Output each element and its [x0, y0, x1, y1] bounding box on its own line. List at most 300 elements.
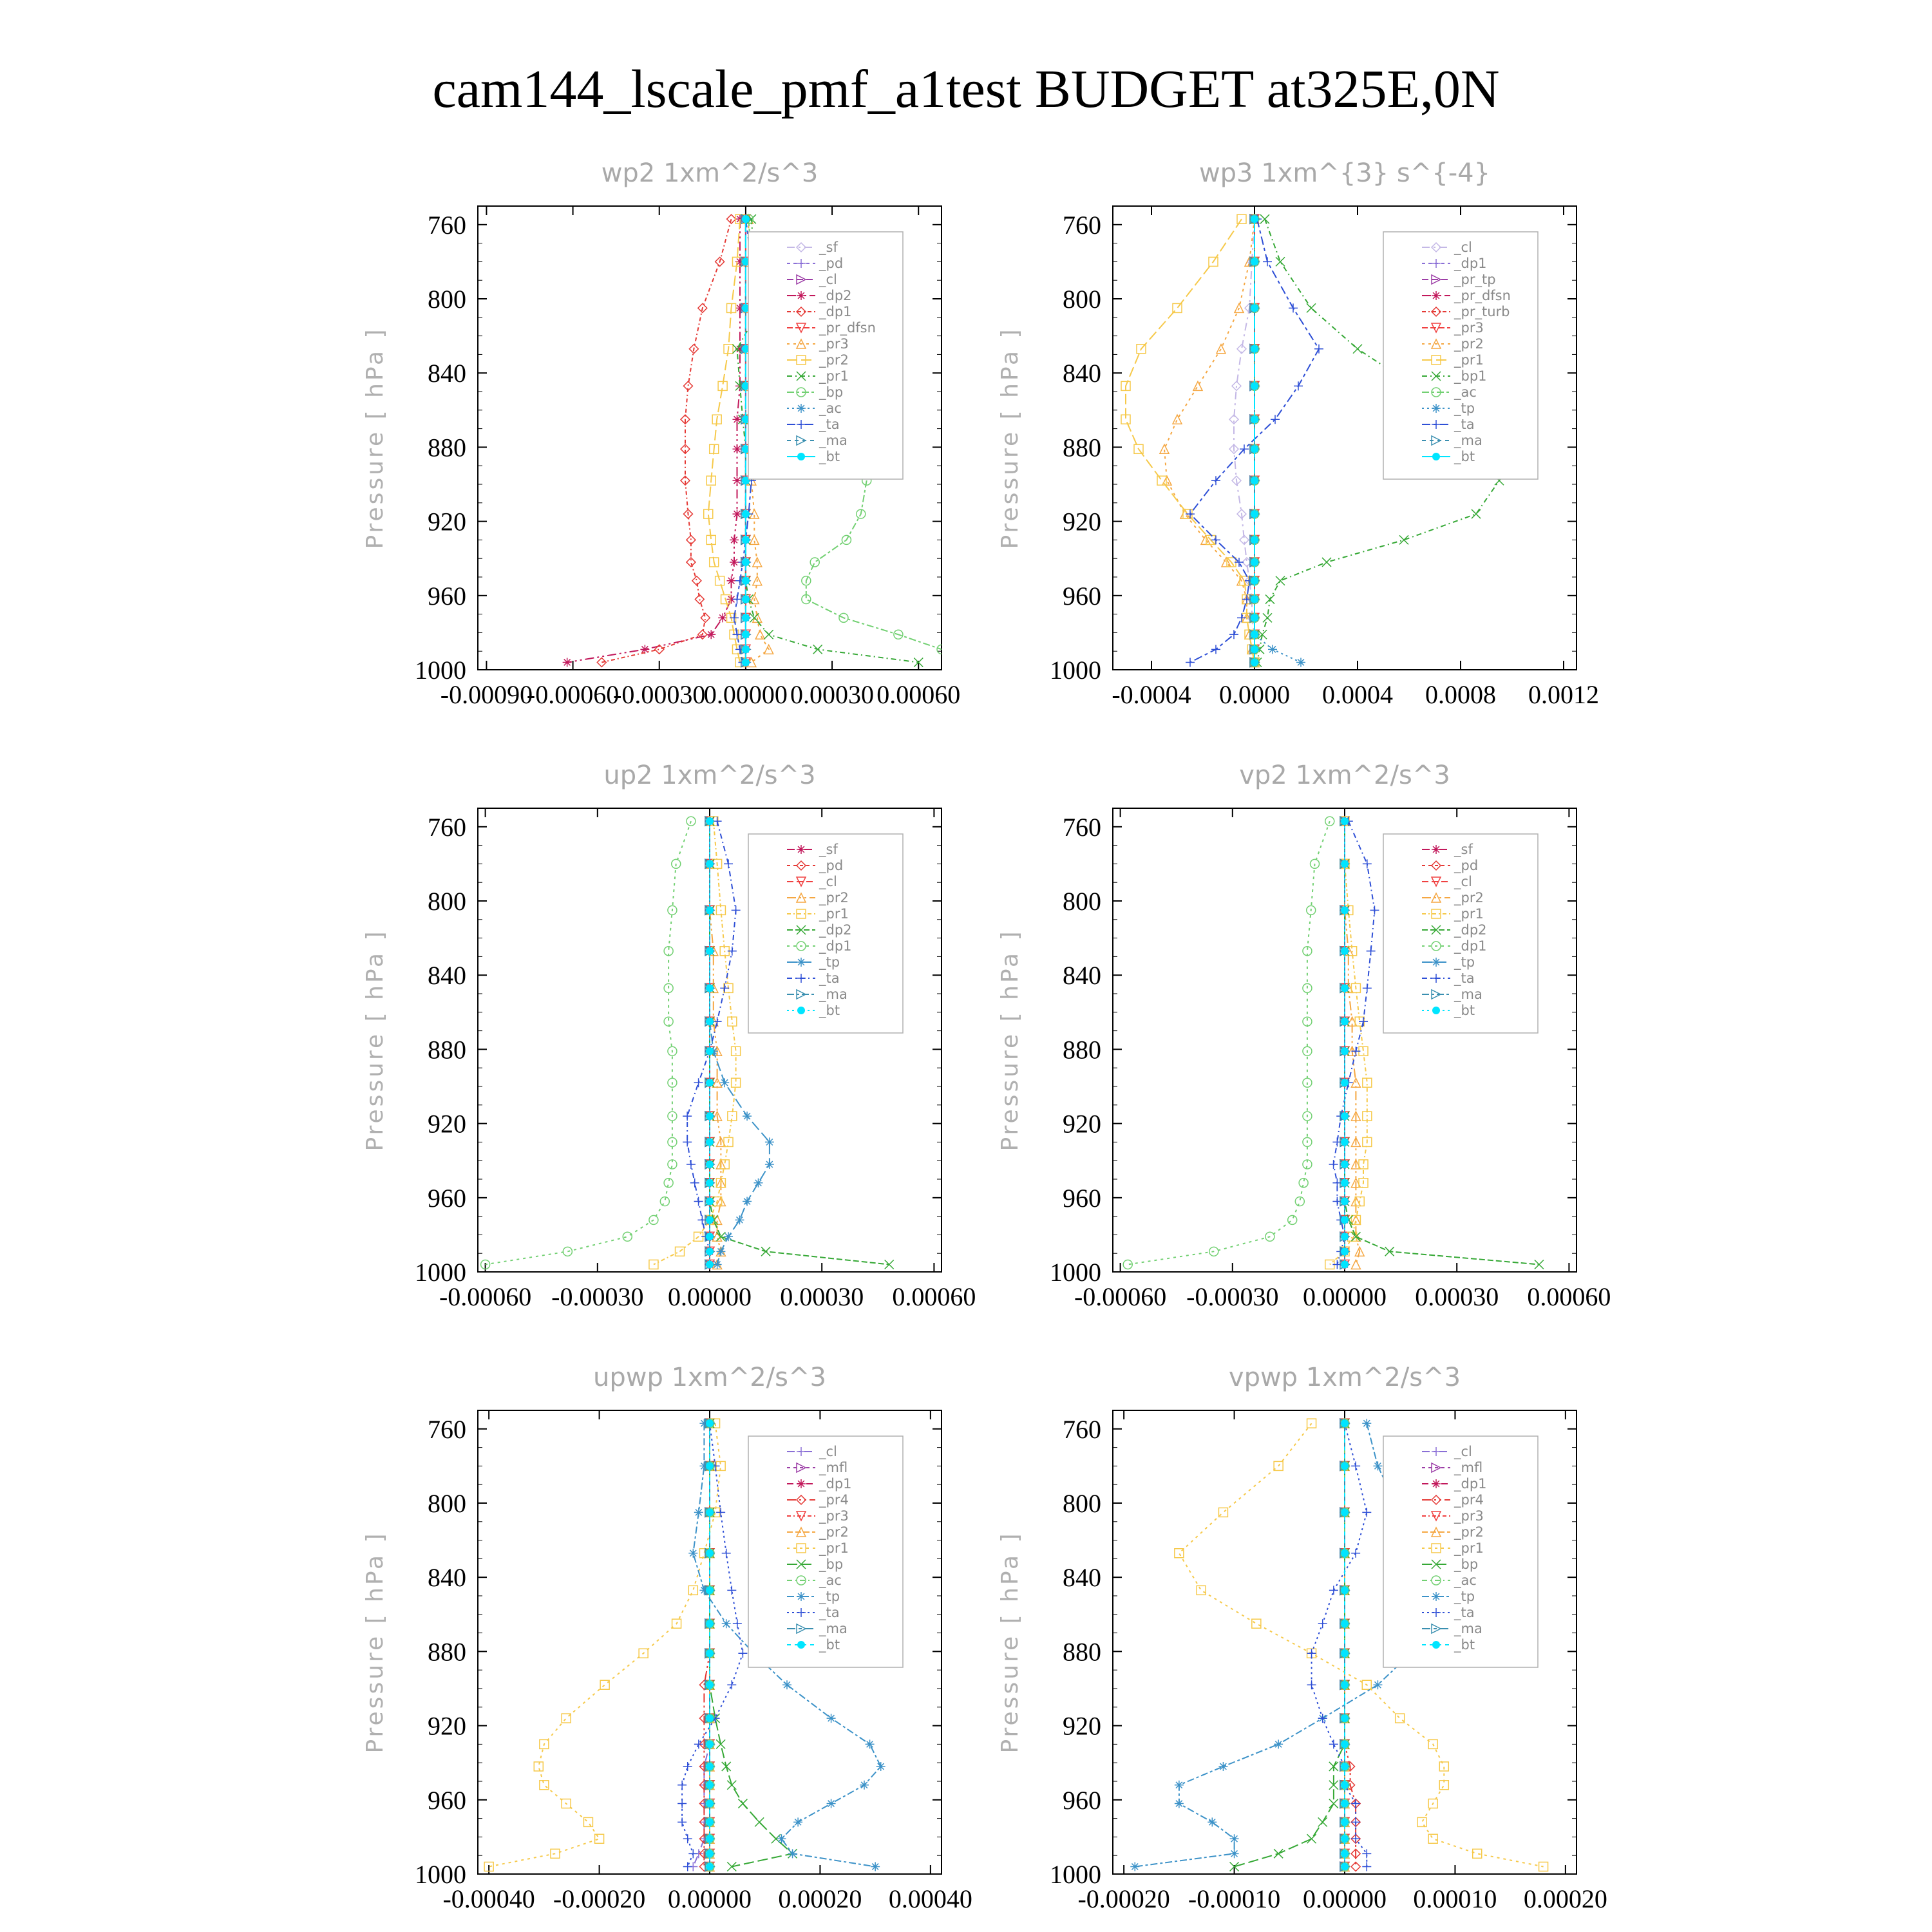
data-point-tp	[788, 1849, 797, 1858]
data-point-ta	[677, 1799, 687, 1808]
data-point-bt	[1251, 345, 1258, 353]
legend-label: _pr_dfsn	[1454, 288, 1511, 303]
panel-title: wp3 1xm^{3} s^{-4}	[1198, 158, 1491, 188]
x-tick-label: 0.00000	[668, 1884, 752, 1913]
legend-label: _pr_dfsn	[819, 320, 876, 336]
legend-label: _pr1	[819, 1540, 849, 1556]
legend-label: _dp2	[1454, 922, 1487, 938]
data-point-tp	[694, 1508, 703, 1517]
data-point-pr1	[688, 1586, 697, 1595]
data-point-tp	[782, 1680, 791, 1689]
data-point-bt	[1341, 1047, 1349, 1055]
data-point-bt	[1341, 1160, 1349, 1168]
data-point-tp	[876, 1762, 886, 1771]
data-point-dp1	[623, 1232, 632, 1241]
legend-label: _pr1	[1454, 352, 1484, 368]
data-point-tp	[871, 1862, 880, 1871]
legend-label: _pr2	[819, 1524, 849, 1540]
y-tick-label: 880	[428, 1035, 466, 1065]
data-point-ta	[683, 1137, 692, 1146]
data-point-dp1	[687, 558, 696, 567]
data-point-bt	[706, 1714, 714, 1722]
x-tick-label: 0.0012	[1528, 680, 1599, 709]
data-point-ta	[683, 1762, 692, 1771]
data-point-tp	[1130, 1862, 1139, 1871]
data-point-ta	[1307, 1649, 1316, 1658]
data-point-tp	[793, 1817, 802, 1826]
data-point-bt	[1341, 1260, 1349, 1268]
legend-label: _pr4	[819, 1492, 849, 1508]
data-point-bp	[722, 1762, 731, 1771]
data-point-bt	[706, 1112, 714, 1120]
legend-label: _ac	[819, 1573, 842, 1588]
x-tick-label: 0.0000	[1219, 680, 1290, 709]
data-point-bt	[742, 215, 750, 223]
x-tick-label: 0.00040	[888, 1884, 972, 1913]
data-point-bp1	[1399, 535, 1408, 544]
data-point-ta	[1351, 1834, 1360, 1843]
data-point-tp	[1362, 1419, 1371, 1428]
data-point-ta	[1329, 1586, 1338, 1595]
data-point-bp	[1318, 1817, 1327, 1826]
legend-label: _pr3	[1454, 1508, 1484, 1524]
data-point-bt	[1341, 1198, 1349, 1206]
legend-label: _bt	[1454, 1003, 1475, 1018]
legend-label: _ta	[819, 971, 840, 986]
data-point-ta	[733, 1619, 742, 1628]
x-tick-label: 0.00020	[1523, 1884, 1607, 1913]
data-point-ta	[1351, 1817, 1360, 1826]
data-point-ta	[732, 905, 741, 914]
legend-label: _dp1	[819, 1476, 852, 1492]
data-point-bt	[706, 1740, 714, 1748]
series-line-tp	[1255, 219, 1301, 662]
x-tick-label: 0.00020	[778, 1884, 862, 1913]
data-point-dp1	[687, 817, 696, 826]
y-tick-label: 840	[1063, 1563, 1101, 1593]
data-point-bt	[1251, 645, 1258, 653]
legend-label: _dp1	[819, 938, 852, 954]
y-tick-label: 920	[1063, 1109, 1101, 1139]
legend-label: _ma	[1454, 433, 1482, 448]
legend-label: _pd	[1454, 858, 1479, 873]
data-point-bt	[1341, 1681, 1349, 1689]
data-point-pr1	[1439, 1762, 1448, 1771]
data-point-bt	[706, 1835, 714, 1842]
legend-label: _bp	[1454, 1557, 1479, 1572]
y-tick-label: 960	[1063, 1183, 1101, 1213]
data-point-bt	[1251, 510, 1258, 518]
panel-title: up2 1xm^2/s^3	[603, 761, 816, 790]
data-point-bt	[706, 1247, 714, 1255]
data-point-ta	[1363, 859, 1372, 868]
data-point-dp2	[563, 658, 572, 667]
legend-label: _ta	[1454, 971, 1475, 986]
data-point-bp1	[1472, 509, 1481, 518]
data-point-ta	[690, 1179, 699, 1188]
data-point-tp	[1296, 658, 1305, 667]
legend-marker	[1432, 958, 1441, 967]
data-point-pr1	[1428, 1834, 1437, 1843]
data-point-bt	[1341, 1079, 1349, 1086]
y-tick-label: 800	[428, 887, 466, 916]
y-tick-label: 1000	[415, 656, 466, 685]
y-axis-label: Pressure [ hPa ]	[362, 929, 388, 1151]
legend-label: _ma	[819, 987, 848, 1002]
legend-label: _ma	[819, 1621, 848, 1636]
legend-label: _dp1	[1454, 938, 1487, 954]
data-point-ta	[677, 1781, 687, 1790]
y-tick-label: 800	[1063, 887, 1101, 916]
y-tick-label: 960	[428, 581, 466, 611]
y-tick-label: 840	[1063, 961, 1101, 990]
legend-label: _tp	[1454, 1589, 1475, 1604]
data-point-tp	[743, 1197, 752, 1206]
data-point-bt	[706, 1818, 714, 1826]
y-tick-label: 840	[428, 359, 466, 388]
legend-label: _mfl	[819, 1460, 848, 1475]
data-point-bt	[1341, 1850, 1349, 1857]
legend-marker	[1432, 1007, 1440, 1014]
legend-marker	[797, 1592, 806, 1601]
data-point-tp	[1175, 1781, 1184, 1790]
data-point-ta	[1363, 983, 1372, 992]
legend-label: _pr3	[1454, 320, 1484, 336]
legend-label: _dp2	[819, 922, 852, 938]
legend-label: _cl	[1454, 1444, 1472, 1459]
legend-label: _pr4	[1454, 1492, 1484, 1508]
data-point-bt	[1341, 1586, 1349, 1594]
legend-label: _ta	[1454, 1605, 1475, 1620]
y-tick-label: 920	[428, 1711, 466, 1741]
legend-label: _ma	[1454, 1621, 1482, 1636]
data-point-ta	[1329, 1739, 1338, 1748]
data-point-bt	[1341, 906, 1349, 914]
legend-label: _pr1	[819, 368, 849, 384]
panel-2	[362, 761, 976, 1311]
legend-label: _pr2	[1454, 336, 1484, 352]
legend-label: _cl	[819, 272, 837, 287]
data-point-bt	[706, 1419, 714, 1427]
series-line-pr2	[708, 219, 740, 662]
legend-marker	[797, 845, 806, 854]
y-tick-label: 1000	[1050, 656, 1101, 685]
data-point-pr2	[1217, 345, 1226, 354]
data-point-bt	[706, 1781, 714, 1789]
data-point-ta	[687, 1160, 696, 1169]
x-tick-label: 0.00060	[892, 1282, 976, 1311]
x-tick-label: 0.00000	[1303, 1282, 1387, 1311]
y-tick-label: 960	[428, 1183, 466, 1213]
legend-marker	[797, 1641, 805, 1649]
data-point-bp1	[1353, 345, 1362, 354]
data-point-dp2	[730, 558, 739, 567]
data-point-bt	[706, 1850, 714, 1857]
data-point-dp2	[706, 630, 715, 639]
y-tick-label: 760	[428, 210, 466, 240]
data-point-tp	[860, 1781, 869, 1790]
x-tick-label: 0.00000	[703, 680, 788, 709]
legend-marker	[1432, 845, 1441, 854]
data-point-bt	[1251, 258, 1258, 265]
y-tick-label: 960	[1063, 1785, 1101, 1815]
data-point-ta	[1351, 1461, 1360, 1470]
y-tick-label: 880	[1063, 1035, 1101, 1065]
data-point-pr1	[813, 645, 822, 654]
data-point-ta	[722, 1549, 731, 1558]
data-point-bt	[1341, 1179, 1349, 1187]
x-tick-label: 0.0004	[1322, 680, 1393, 709]
data-point-tp	[1218, 1762, 1227, 1771]
data-point-bt	[706, 1138, 714, 1146]
legend-label: _tp	[819, 1589, 840, 1604]
data-point-ta	[677, 1817, 687, 1826]
data-point-tp	[1373, 1461, 1382, 1470]
y-tick-label: 1000	[415, 1258, 466, 1287]
y-tick-label: 760	[1063, 210, 1101, 240]
data-point-tp	[720, 1078, 729, 1087]
legend-label: _ac	[819, 401, 842, 416]
legend-label: _cl	[819, 874, 837, 889]
data-point-ta	[1329, 1160, 1338, 1169]
x-tick-label: 0.00030	[790, 680, 875, 709]
data-point-bt	[1341, 947, 1349, 955]
panel-title: wp2 1xm^2/s^3	[601, 158, 819, 188]
legend-label: _tp	[819, 954, 840, 970]
y-tick-label: 880	[428, 433, 466, 462]
data-point-dp2	[727, 576, 736, 585]
y-tick-label: 760	[1063, 1414, 1101, 1444]
data-point-ta	[1362, 1508, 1371, 1517]
data-point-bt	[1251, 304, 1258, 312]
data-point-bt	[1341, 1508, 1349, 1516]
x-tick-label: 0.00010	[1413, 1884, 1497, 1913]
data-point-bt	[706, 1233, 714, 1240]
data-point-ta	[1271, 415, 1280, 424]
data-point-ta	[1211, 645, 1220, 654]
data-point-bt	[742, 614, 750, 621]
y-tick-label: 920	[428, 507, 466, 536]
data-point-bt	[742, 510, 750, 518]
data-point-ta	[683, 1862, 692, 1871]
y-axis-label: Pressure [ hPa ]	[362, 1531, 388, 1754]
y-tick-label: 760	[1063, 812, 1101, 842]
x-tick-label: 0.00030	[1415, 1282, 1499, 1311]
data-point-ta	[683, 1112, 692, 1121]
legend-label: _sf	[819, 240, 838, 255]
data-point-tp	[724, 1232, 733, 1241]
legend-label: _bt	[1454, 1637, 1475, 1653]
data-point-dp1	[1325, 817, 1334, 826]
data-point-bp	[810, 558, 819, 567]
data-point-bt	[1341, 1112, 1349, 1120]
data-point-bt	[1341, 1862, 1349, 1870]
data-point-bt	[706, 1216, 714, 1224]
data-point-bt	[706, 1179, 714, 1187]
data-point-ta	[716, 1508, 725, 1517]
legend-marker	[797, 1479, 806, 1488]
legend-label: _ta	[819, 1605, 840, 1620]
data-point-tp	[765, 1160, 774, 1169]
data-point-bp1	[1307, 303, 1316, 312]
data-point-ta	[683, 1834, 692, 1843]
data-point-bp1	[1276, 576, 1285, 585]
data-point-bt	[1251, 614, 1258, 621]
panel-title: vp2 1xm^2/s^3	[1239, 761, 1450, 790]
legend-marker	[797, 1007, 805, 1014]
legend-label: _pd	[819, 858, 844, 873]
data-point-bt	[1251, 596, 1258, 603]
legend-label: _pr2	[819, 352, 849, 368]
y-tick-label: 800	[428, 1489, 466, 1518]
data-point-ta	[1186, 658, 1195, 667]
data-point-bt	[1341, 1247, 1349, 1255]
y-tick-label: 840	[1063, 359, 1101, 388]
y-tick-label: 1000	[1050, 1860, 1101, 1889]
data-point-ta	[694, 1739, 703, 1748]
data-point-bp1	[1265, 595, 1274, 604]
data-point-bt	[1341, 984, 1349, 992]
legend-label: _bp	[819, 384, 844, 400]
data-point-pr1	[540, 1781, 549, 1790]
x-tick-label: 0.00000	[668, 1282, 752, 1311]
data-point-bp1	[1263, 613, 1272, 622]
data-point-bp1	[1260, 214, 1269, 223]
data-point-ta	[1362, 1862, 1371, 1871]
legend-label: _mfl	[1454, 1460, 1483, 1475]
data-point-bt	[1341, 1419, 1349, 1427]
data-point-tp	[1268, 645, 1277, 654]
data-point-dp1	[727, 214, 736, 223]
data-point-bt	[1251, 577, 1258, 585]
legend-marker	[1432, 1592, 1441, 1601]
legend-marker	[1432, 453, 1440, 460]
y-axis-label: Pressure [ hPa ]	[362, 327, 388, 549]
series-line-ta	[687, 821, 735, 1264]
data-point-bt	[742, 658, 750, 666]
legend-label: _pr2	[1454, 1524, 1484, 1540]
data-point-bt	[706, 1763, 714, 1770]
series-line-ta	[1312, 1423, 1367, 1866]
data-point-bt	[742, 645, 750, 653]
panel-5	[997, 1363, 1607, 1913]
legend-label: _tp	[1454, 954, 1475, 970]
data-point-ta	[727, 1586, 736, 1595]
legend-marker	[797, 404, 806, 413]
legend-label: _pr1	[1454, 1540, 1484, 1556]
data-point-bt	[1341, 1818, 1349, 1826]
legend-label: _ta	[819, 417, 840, 432]
data-point-bp	[1329, 1799, 1338, 1808]
y-tick-label: 880	[428, 1637, 466, 1667]
data-point-bt	[706, 1681, 714, 1689]
data-point-bp	[738, 1799, 747, 1808]
data-point-bt	[1251, 477, 1258, 484]
y-tick-label: 920	[428, 1109, 466, 1139]
x-tick-label: -0.00030	[613, 680, 706, 709]
data-point-bt	[1341, 817, 1349, 825]
y-tick-label: 1000	[415, 1860, 466, 1889]
x-tick-label: 0.0008	[1425, 680, 1496, 709]
data-point-pr1	[583, 1817, 592, 1826]
x-tick-label: 0.00030	[780, 1282, 864, 1311]
panel-3	[997, 761, 1611, 1311]
data-point-tp	[1274, 1739, 1283, 1748]
data-point-bt	[1251, 558, 1258, 566]
data-point-pr2	[715, 576, 724, 585]
legend-label: _pr_turb	[1454, 304, 1510, 319]
data-point-dp1	[701, 613, 710, 622]
legend-marker	[1432, 404, 1441, 413]
y-tick-label: 880	[1063, 433, 1101, 462]
legend-label: _sf	[819, 842, 838, 857]
data-point-pr1	[1237, 214, 1246, 223]
y-tick-label: 1000	[1050, 1258, 1101, 1287]
data-point-bt	[706, 860, 714, 867]
legend-label: _ma	[819, 433, 848, 448]
data-point-pr1	[534, 1762, 543, 1771]
data-point-ta	[730, 613, 739, 622]
legend-label: _cl	[1454, 874, 1472, 889]
data-point-ta	[720, 983, 729, 992]
legend-label: _ac	[1454, 384, 1477, 400]
data-point-ta	[1211, 535, 1220, 544]
data-point-bt	[1251, 415, 1258, 423]
data-point-bt	[706, 1160, 714, 1168]
data-point-dp2	[885, 1260, 894, 1269]
y-tick-label: 800	[1063, 1489, 1101, 1518]
data-point-tp	[866, 1739, 875, 1748]
legend-label: _dp1	[1454, 256, 1487, 271]
y-tick-label: 840	[428, 1563, 466, 1593]
data-point-bt	[706, 1800, 714, 1808]
data-point-bt	[1341, 1620, 1349, 1627]
data-point-bt	[706, 1649, 714, 1657]
series-line-dp1	[486, 821, 691, 1264]
series-line-dp1	[1128, 821, 1330, 1264]
y-tick-label: 840	[428, 961, 466, 990]
data-point-bp1	[1322, 558, 1331, 567]
legend-label: _bt	[819, 1003, 840, 1018]
data-point-pr1	[1197, 1586, 1206, 1595]
data-point-bt	[742, 536, 750, 544]
data-point-ta	[1289, 303, 1298, 312]
data-point-dp2	[732, 509, 741, 518]
data-point-bt	[1341, 1549, 1349, 1557]
data-point-bt	[1251, 658, 1258, 666]
data-point-tp	[765, 1137, 774, 1146]
legend-label: _cl	[819, 1444, 837, 1459]
legend-label: _ma	[1454, 987, 1482, 1002]
legend-marker	[1432, 291, 1441, 300]
data-point-ta	[1314, 345, 1323, 354]
panel-1	[997, 158, 1599, 709]
data-point-bt	[1341, 1740, 1349, 1748]
data-point-bt	[1341, 1835, 1349, 1842]
data-point-bp	[1274, 1849, 1283, 1858]
data-point-bt	[742, 577, 750, 585]
data-point-bt	[1251, 382, 1258, 390]
y-axis-label: Pressure [ hPa ]	[997, 327, 1023, 549]
legend-label: _ta	[1454, 417, 1475, 432]
data-point-bt	[1341, 1233, 1349, 1240]
data-point-tp	[753, 1179, 762, 1188]
legend-marker	[797, 291, 806, 300]
data-point-bt	[1251, 445, 1258, 453]
x-tick-label: -0.00060	[439, 1282, 532, 1311]
data-point-ta	[727, 1680, 736, 1689]
data-point-ta	[1307, 1680, 1316, 1689]
